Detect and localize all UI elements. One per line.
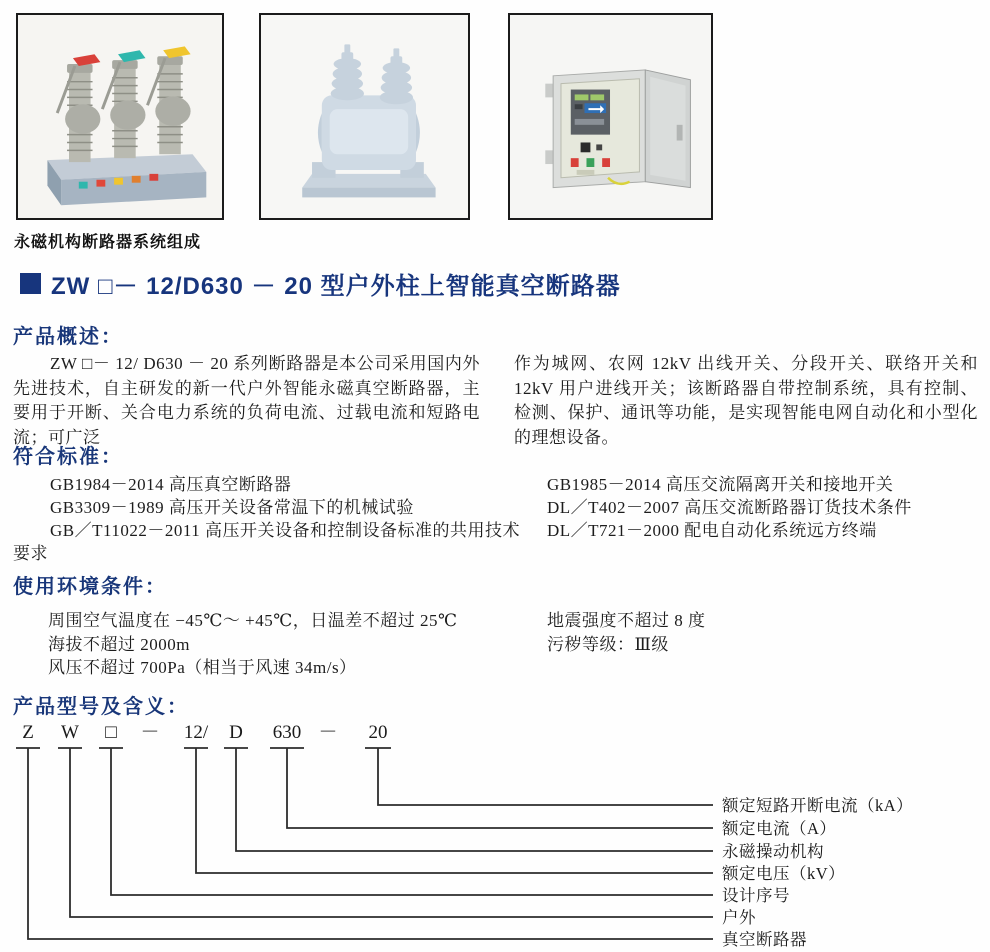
breaker-poles-illustration xyxy=(18,15,222,218)
overview-heading: 产品概述： xyxy=(13,326,123,348)
photos-caption: 永磁机构断路器系统组成 xyxy=(14,234,202,251)
model-segment-dash: － xyxy=(140,722,160,743)
model-segment-w: W xyxy=(61,722,79,743)
model-segment-z: Z xyxy=(22,722,34,743)
model-label-rated-current: 额定电流（A） xyxy=(722,819,837,838)
model-designation-diagram xyxy=(0,715,990,952)
transformer-photo xyxy=(259,13,470,220)
standard-item: GB1985－2014 高压交流隔离开关和接地开关 xyxy=(547,475,894,494)
model-label-vacuum-breaker: 真空断路器 xyxy=(722,930,807,949)
model-label-magnet-mechanism: 永磁操动机构 xyxy=(722,842,824,861)
overview-right-column: 作为城网、农网 12kV 出线开关、分段开关、联络开关和 12kV 用户进线开关；该断路器自带控制系统，具有控制、检测、保护、通讯等功能，是实现智能电网自动化和小型化的理想设备。 xyxy=(514,354,978,447)
environment-item: 周围空气温度在 −45℃～ +45℃，日温差不超过 25℃ xyxy=(48,611,458,630)
model-segment-box: □ xyxy=(105,722,117,743)
transformer-illustration xyxy=(261,15,468,218)
model-connector-lines xyxy=(28,748,713,939)
standard-item: DL／T402－2007 高压交流断路器订货技术条件 xyxy=(547,498,912,517)
model-segment-d: D xyxy=(229,722,243,743)
environment-item: 风压不超过 700Pa（相当于风速 34m/s） xyxy=(48,658,357,677)
control-cabinet-illustration xyxy=(510,15,711,218)
standard-item: GB／T11022－2011 高压开关设备和控制设备标准的共用技术 xyxy=(50,521,520,540)
model-segment-630: 630 xyxy=(272,722,302,743)
model-heading: 产品型号及含义： xyxy=(13,696,189,718)
model-segment-dash2: － xyxy=(318,722,338,743)
model-label-rated-voltage: 额定电压（kV） xyxy=(722,864,846,883)
standard-item: GB3309－1989 高压开关设备常温下的机械试验 xyxy=(50,498,414,517)
standard-item: GB1984－2014 高压真空断路器 xyxy=(50,475,292,494)
standards-heading: 符合标准： xyxy=(13,446,123,468)
model-segment-12: 12/ xyxy=(183,722,209,743)
standard-item-wrap: 要求 xyxy=(13,544,48,563)
model-label-breaking-current: 额定短路开断电流（kA） xyxy=(722,796,914,815)
overview-left-column: ZW □－ 12/ D630 － 20 系列断路器是本公司采用国内外先进技术，自主研发的新一代户外智能永磁真空断路器，主要用于开断、关合电力系统的负荷电流、过载电流和短路电流；可广泛 xyxy=(13,354,480,447)
page-title xyxy=(20,266,621,301)
environment-item: 海拔不超过 2000m xyxy=(48,635,190,654)
environment-heading: 使用环境条件： xyxy=(13,576,167,598)
environment-item: 地震强度不超过 8 度 xyxy=(547,611,706,630)
standard-item: DL／T721－2000 配电自动化系统远方终端 xyxy=(547,521,877,540)
page-title-text: ZW □－ 12/D630 － 20 型户外柱上智能真空断路器 xyxy=(51,273,621,300)
environment-item: 污秽等级：Ⅲ级 xyxy=(547,635,669,654)
breaker-poles-photo xyxy=(16,13,224,220)
title-square-icon xyxy=(20,273,41,294)
control-cabinet-photo xyxy=(508,13,713,220)
model-segment-20: 20 xyxy=(368,722,388,743)
model-label-design-serial: 设计序号 xyxy=(722,886,790,905)
model-label-outdoor: 户外 xyxy=(722,908,756,927)
